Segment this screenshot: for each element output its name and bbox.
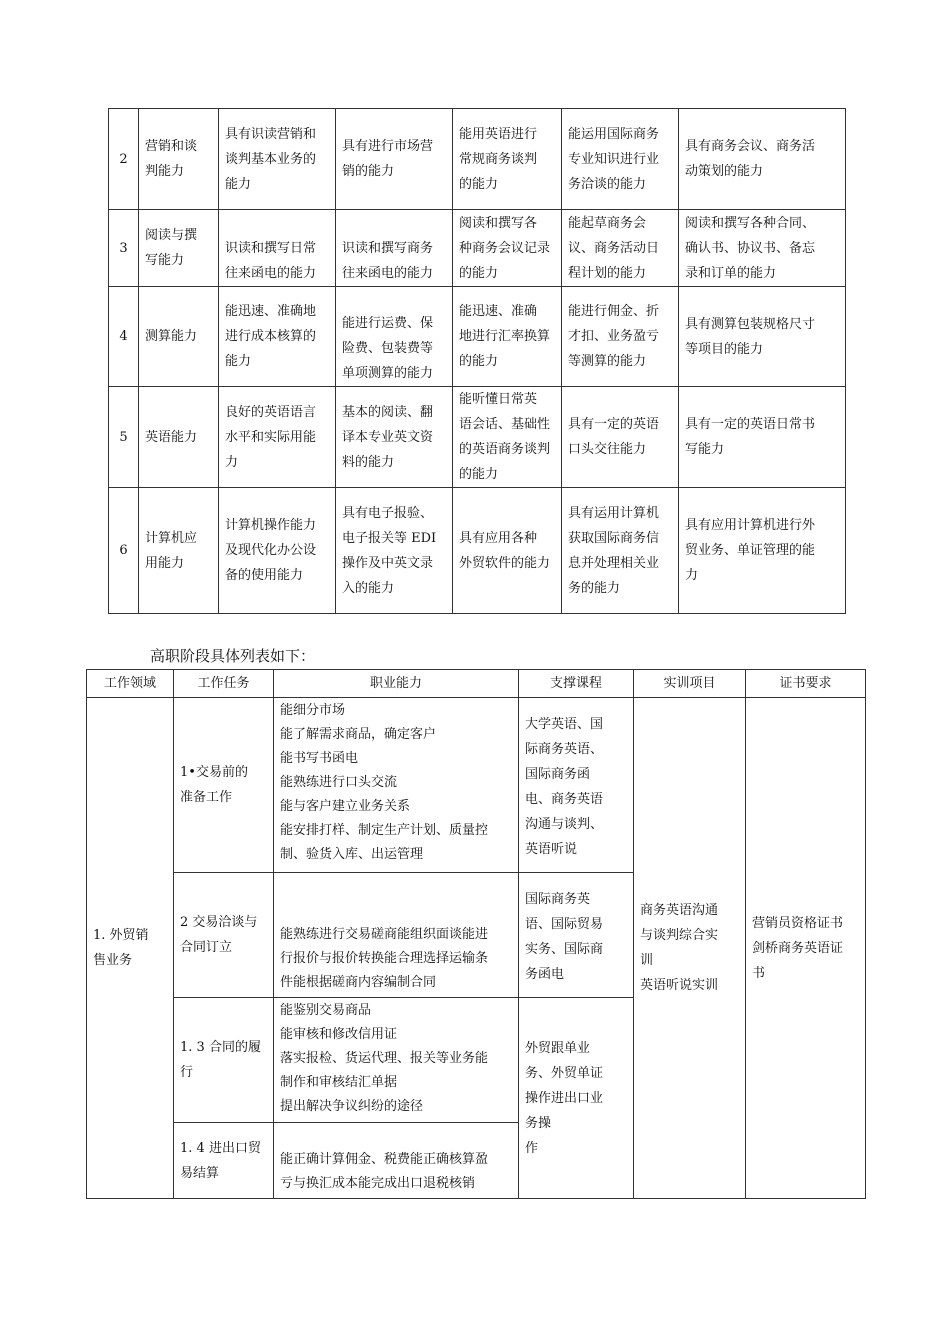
- work-field-cell: 1. 外贸销 售业务: [87, 698, 174, 1199]
- ability-level-3: 能听懂日常英 语会话、基础性 的英语商务谈判 的能力: [453, 387, 562, 488]
- table-row: [109, 387, 846, 488]
- ability-level-4: 具有运用计算机 获取国际商务信 息并处理相关业 务的能力: [562, 488, 679, 614]
- header-work-field: 工作领域: [87, 670, 174, 698]
- table-header-row: [87, 670, 866, 698]
- table-row: [109, 488, 846, 614]
- course-cell: 外贸跟单业 务、外贸单证 操作进出口业 务操 作: [519, 998, 634, 1199]
- ability-level-1: 计算机操作能力 及现代化办公设 备的使用能力: [219, 488, 336, 614]
- work-task-cell: 1. 4 进出口贸 易结算: [174, 1123, 274, 1199]
- ability-cell: 能鉴别交易商品 能审核和修改信用证 落实报检、货运代理、报关等业务能 制作和审核结汇单据 提出解决争议纠纷的途径: [274, 998, 519, 1123]
- header-training-project: 实训项目: [634, 670, 746, 698]
- section-caption: 高职阶段具体列表如下：: [150, 647, 316, 665]
- row-number: 6: [109, 488, 139, 614]
- ability-level-3: 能迅速、准确 地进行汇率换算 的能力: [453, 287, 562, 387]
- course-cell: 大学英语、国 际商务英语、 国际商务函 电、商务英语 沟通与谈判、 英语听说: [519, 698, 634, 873]
- ability-name: 计算机应 用能力: [139, 488, 219, 614]
- ability-level-3: 阅读和撰写各 种商务会议记录 的能力: [453, 210, 562, 287]
- ability-level-2: 能进行运费、保 险费、包装费等 单项测算的能力: [336, 287, 453, 387]
- row-number: 4: [109, 287, 139, 387]
- header-supporting-courses: 支撑课程: [519, 670, 634, 698]
- certificate-cell: 营销员资格证书 剑桥商务英语证 书: [746, 698, 866, 1199]
- ability-cell: 能细分市场 能了解需求商品，确定客户 能书写书函电 能熟练进行口头交流 能与客户建立业务关系 能安排打样、制定生产计划、质量控 制、验货入库、出运管理: [274, 698, 519, 873]
- row-number: 2: [109, 109, 139, 210]
- header-certificate: 证书要求: [746, 670, 866, 698]
- table-row: [109, 287, 846, 387]
- ability-level-4: 能进行佣金、折 才扣、业务盈亏 等测算的能力: [562, 287, 679, 387]
- ability-level-5: 具有一定的英语日常书 写能力: [679, 387, 846, 488]
- ability-level-1: 具有识读营销和 谈判基本业务的 能力: [219, 109, 336, 210]
- course-cell: 国际商务英 语、国际贸易 实务、国际商 务函电: [519, 873, 634, 998]
- ability-level-1: 良好的英语语言 水平和实际用能 力: [219, 387, 336, 488]
- ability-level-2: 具有进行市场营 销的能力: [336, 109, 453, 210]
- ability-level-4: 能起草商务会 议、商务活动日 程计划的能力: [562, 210, 679, 287]
- row-number: 3: [109, 210, 139, 287]
- ability-level-4: 具有一定的英语 口头交往能力: [562, 387, 679, 488]
- ability-cell: 能正确计算佣金、税费能正确核算盈 亏与换汇成本能完成出口退税核销: [274, 1123, 519, 1199]
- table-row: [109, 109, 846, 210]
- training-cell: 商务英语沟通 与谈判综合实 训 英语听说实训: [634, 698, 746, 1199]
- ability-name: 英语能力: [139, 387, 219, 488]
- ability-name: 阅读与撰 写能力: [139, 210, 219, 287]
- ability-level-5: 具有测算包装规格尺寸 等项目的能力: [679, 287, 846, 387]
- ability-level-2: 识读和撰写商务 往来函电的能力: [336, 210, 453, 287]
- header-work-task: 工作任务: [174, 670, 274, 698]
- table-row: [109, 210, 846, 287]
- ability-level-5: 具有商务会议、商务活 动策划的能力: [679, 109, 846, 210]
- ability-level-2: 具有电子报验、 电子报关等 EDI 操作及中英文录 入的能力: [336, 488, 453, 614]
- ability-level-3: 具有应用各种 外贸软件的能力: [453, 488, 562, 614]
- work-task-cell: 2 交易洽谈与 合同订立: [174, 873, 274, 998]
- ability-level-5: 阅读和撰写各种合同、 确认书、协议书、备忘 录和订单的能力: [679, 210, 846, 287]
- vocational-stage-table: [86, 669, 866, 1199]
- competency-table-upper: [108, 108, 846, 614]
- ability-level-5: 具有应用计算机进行外 贸业务、单证管理的能 力: [679, 488, 846, 614]
- header-professional-ability: 职业能力: [274, 670, 519, 698]
- ability-level-4: 能运用国际商务 专业知识进行业 务洽谈的能力: [562, 109, 679, 210]
- table-row: [87, 698, 866, 873]
- row-number: 5: [109, 387, 139, 488]
- ability-cell: 能熟练进行交易磋商能组织面谈能进 行报价与报价转换能合理选择运输条 件能根据磋商内容编制合同: [274, 873, 519, 998]
- ability-name: 测算能力: [139, 287, 219, 387]
- ability-level-1: 识读和撰写日常 往来函电的能力: [219, 210, 336, 287]
- ability-name: 营销和谈 判能力: [139, 109, 219, 210]
- work-task-cell: 1•交易前的 准备工作: [174, 698, 274, 873]
- ability-level-3: 能用英语进行 常规商务谈判 的能力: [453, 109, 562, 210]
- ability-level-2: 基本的阅读、翻 译本专业英文资 料的能力: [336, 387, 453, 488]
- ability-level-1: 能迅速、准确地 进行成本核算的 能力: [219, 287, 336, 387]
- work-task-cell: 1. 3 合同的履 行: [174, 998, 274, 1123]
